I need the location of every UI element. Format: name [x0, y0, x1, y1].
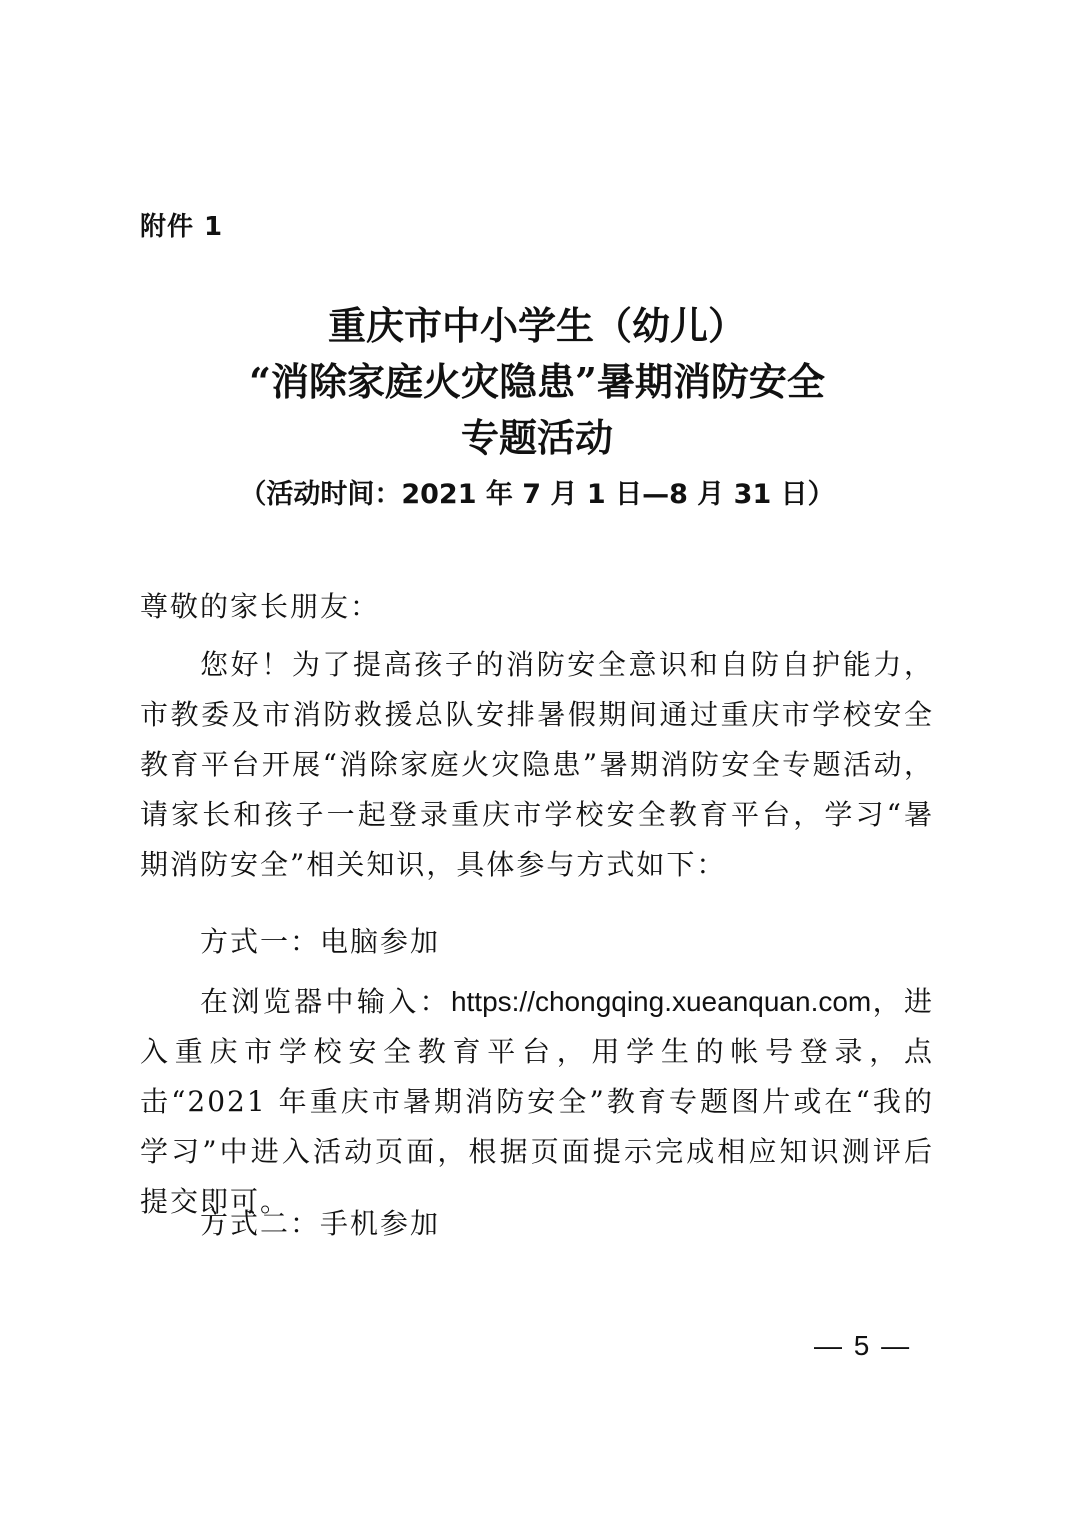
salutation: 尊敬的家长朋友：	[140, 590, 381, 623]
title-line-1: 重庆市中小学生（幼儿）	[327, 303, 746, 348]
page-number: — 5 —	[814, 1330, 912, 1361]
method-one-prefix: 在浏览器中输入：	[200, 985, 451, 1018]
attachment-label: 附件 1	[140, 212, 224, 242]
method-one-paragraph	[140, 977, 934, 1227]
activity-time-subtitle: （活动时间：2021 年 7 月 1 日—8 月 31 日）	[239, 479, 835, 510]
method-one-instructions: ，进入重庆市学校安全教育平台，用学生的帐号登录，点击“2021 年重庆市暑期消防安全”教育专题图片或在“我的学习”中进入活动页面，根据页面提示完成相应知识测评后提交即可。	[140, 985, 934, 1218]
method-one-heading: 方式一：电脑参加	[200, 925, 441, 958]
intro-paragraph: 您好！为了提高孩子的消防安全意识和自防自护能力，市教委及市消防救援总队安排暑假期间通过重庆市学校安全教育平台开展“消除家庭火灾隐患”暑期消防安全专题活动，请家长和孩子一起登录重庆市学校安全教育平台，学习“暑期消防安全”相关知识，具体参与方式如下：	[140, 648, 934, 881]
method-two-heading: 方式二：手机参加	[200, 1207, 441, 1240]
title-line-3: 专题活动	[460, 415, 613, 460]
title-line-2: “消除家庭火灾隐患”暑期消防安全	[249, 359, 825, 404]
platform-url: https://chongqing.xueanquan.com	[450, 986, 872, 1017]
document-title	[0, 298, 1074, 466]
